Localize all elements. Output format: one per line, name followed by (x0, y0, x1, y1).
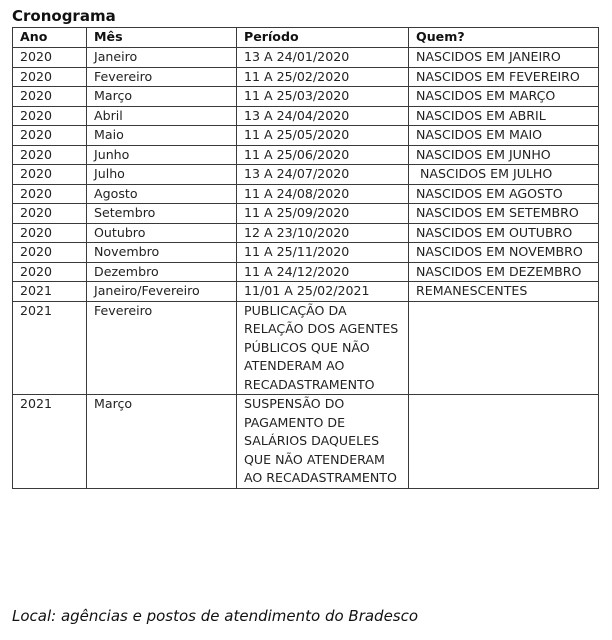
cell-ano: 2020 (13, 243, 87, 263)
cell-ano: 2021 (13, 395, 87, 489)
table-header-row (13, 28, 599, 48)
cell-periodo: 11 A 25/05/2020 (237, 126, 409, 146)
cell-quem: NASCIDOS EM MARÇO (409, 87, 599, 107)
cell-quem: REMANESCENTES (409, 282, 599, 302)
cell-quem: NASCIDOS EM JANEIRO (409, 48, 599, 68)
table-row (13, 87, 599, 107)
cell-mes: Junho (87, 145, 237, 165)
cell-periodo: 11 A 25/11/2020 (237, 243, 409, 263)
cell-quem (409, 301, 599, 395)
table-row (13, 243, 599, 263)
cell-ano: 2021 (13, 301, 87, 395)
cell-mes: Fevereiro (87, 67, 237, 87)
cell-mes: Agosto (87, 184, 237, 204)
cell-mes: Outubro (87, 223, 237, 243)
table-row (13, 67, 599, 87)
cell-mes: Abril (87, 106, 237, 126)
cell-mes: Fevereiro (87, 301, 237, 395)
cell-periodo: PUBLICAÇÃO DA RELAÇÃO DOS AGENTES PÚBLICOS QUE NÃO ATENDERAM AO RECADASTRAMENTO (237, 301, 409, 395)
table-row (13, 48, 599, 68)
cell-periodo: 12 A 23/10/2020 (237, 223, 409, 243)
cell-mes: Maio (87, 126, 237, 146)
cell-ano: 2020 (13, 126, 87, 146)
cell-periodo: 11/01 A 25/02/2021 (237, 282, 409, 302)
cell-quem: NASCIDOS EM FEVEREIRO (409, 67, 599, 87)
cell-ano: 2020 (13, 262, 87, 282)
table-row (13, 282, 599, 302)
cell-periodo: 11 A 24/08/2020 (237, 184, 409, 204)
cell-mes: Janeiro/Fevereiro (87, 282, 237, 302)
cell-quem: NASCIDOS EM ABRIL (409, 106, 599, 126)
cell-mes: Novembro (87, 243, 237, 263)
table-row (13, 165, 599, 185)
table-row (13, 145, 599, 165)
table-row (13, 262, 599, 282)
cell-mes: Março (87, 395, 237, 489)
cell-periodo: 11 A 25/06/2020 (237, 145, 409, 165)
cell-ano: 2020 (13, 145, 87, 165)
cell-quem: NASCIDOS EM AGOSTO (409, 184, 599, 204)
table-row (13, 126, 599, 146)
cell-quem: NASCIDOS EM JULHO (409, 165, 599, 185)
cell-ano: 2020 (13, 223, 87, 243)
cell-periodo: SUSPENSÃO DO PAGAMENTO DE SALÁRIOS DAQUELES QUE NÃO ATENDERAM AO RECADASTRAMENTO (237, 395, 409, 489)
cell-mes: Dezembro (87, 262, 237, 282)
cell-ano: 2020 (13, 67, 87, 87)
cell-mes: Julho (87, 165, 237, 185)
cell-quem (409, 395, 599, 489)
cell-ano: 2020 (13, 165, 87, 185)
cell-ano: 2020 (13, 184, 87, 204)
cell-periodo: 11 A 24/12/2020 (237, 262, 409, 282)
table-row (13, 301, 599, 395)
cell-periodo: 11 A 25/02/2020 (237, 67, 409, 87)
location-note: Local: agências e postos de atendimento do Bradesco (12, 607, 419, 625)
header-quem: Quem? (409, 28, 599, 48)
schedule-table (12, 27, 599, 489)
document-title: Cronograma (12, 7, 116, 25)
cell-ano: 2021 (13, 282, 87, 302)
header-mes: Mês (87, 28, 237, 48)
table-row (13, 184, 599, 204)
cell-quem: NASCIDOS EM MAIO (409, 126, 599, 146)
cell-quem: NASCIDOS EM OUTUBRO (409, 223, 599, 243)
cell-ano: 2020 (13, 48, 87, 68)
cell-quem: NASCIDOS EM JUNHO (409, 145, 599, 165)
header-ano: Ano (13, 28, 87, 48)
table-row (13, 395, 599, 489)
cell-periodo: 11 A 25/09/2020 (237, 204, 409, 224)
cell-ano: 2020 (13, 204, 87, 224)
cell-quem: NASCIDOS EM SETEMBRO (409, 204, 599, 224)
cell-ano: 2020 (13, 87, 87, 107)
table-row (13, 223, 599, 243)
header-periodo: Período (237, 28, 409, 48)
cell-ano: 2020 (13, 106, 87, 126)
cell-mes: Janeiro (87, 48, 237, 68)
table-row (13, 204, 599, 224)
cell-periodo: 11 A 25/03/2020 (237, 87, 409, 107)
cell-mes: Setembro (87, 204, 237, 224)
cell-quem: NASCIDOS EM DEZEMBRO (409, 262, 599, 282)
cell-periodo: 13 A 24/07/2020 (237, 165, 409, 185)
cell-periodo: 13 A 24/01/2020 (237, 48, 409, 68)
cell-periodo: 13 A 24/04/2020 (237, 106, 409, 126)
cell-quem: NASCIDOS EM NOVEMBRO (409, 243, 599, 263)
cell-mes: Março (87, 87, 237, 107)
table-row (13, 106, 599, 126)
